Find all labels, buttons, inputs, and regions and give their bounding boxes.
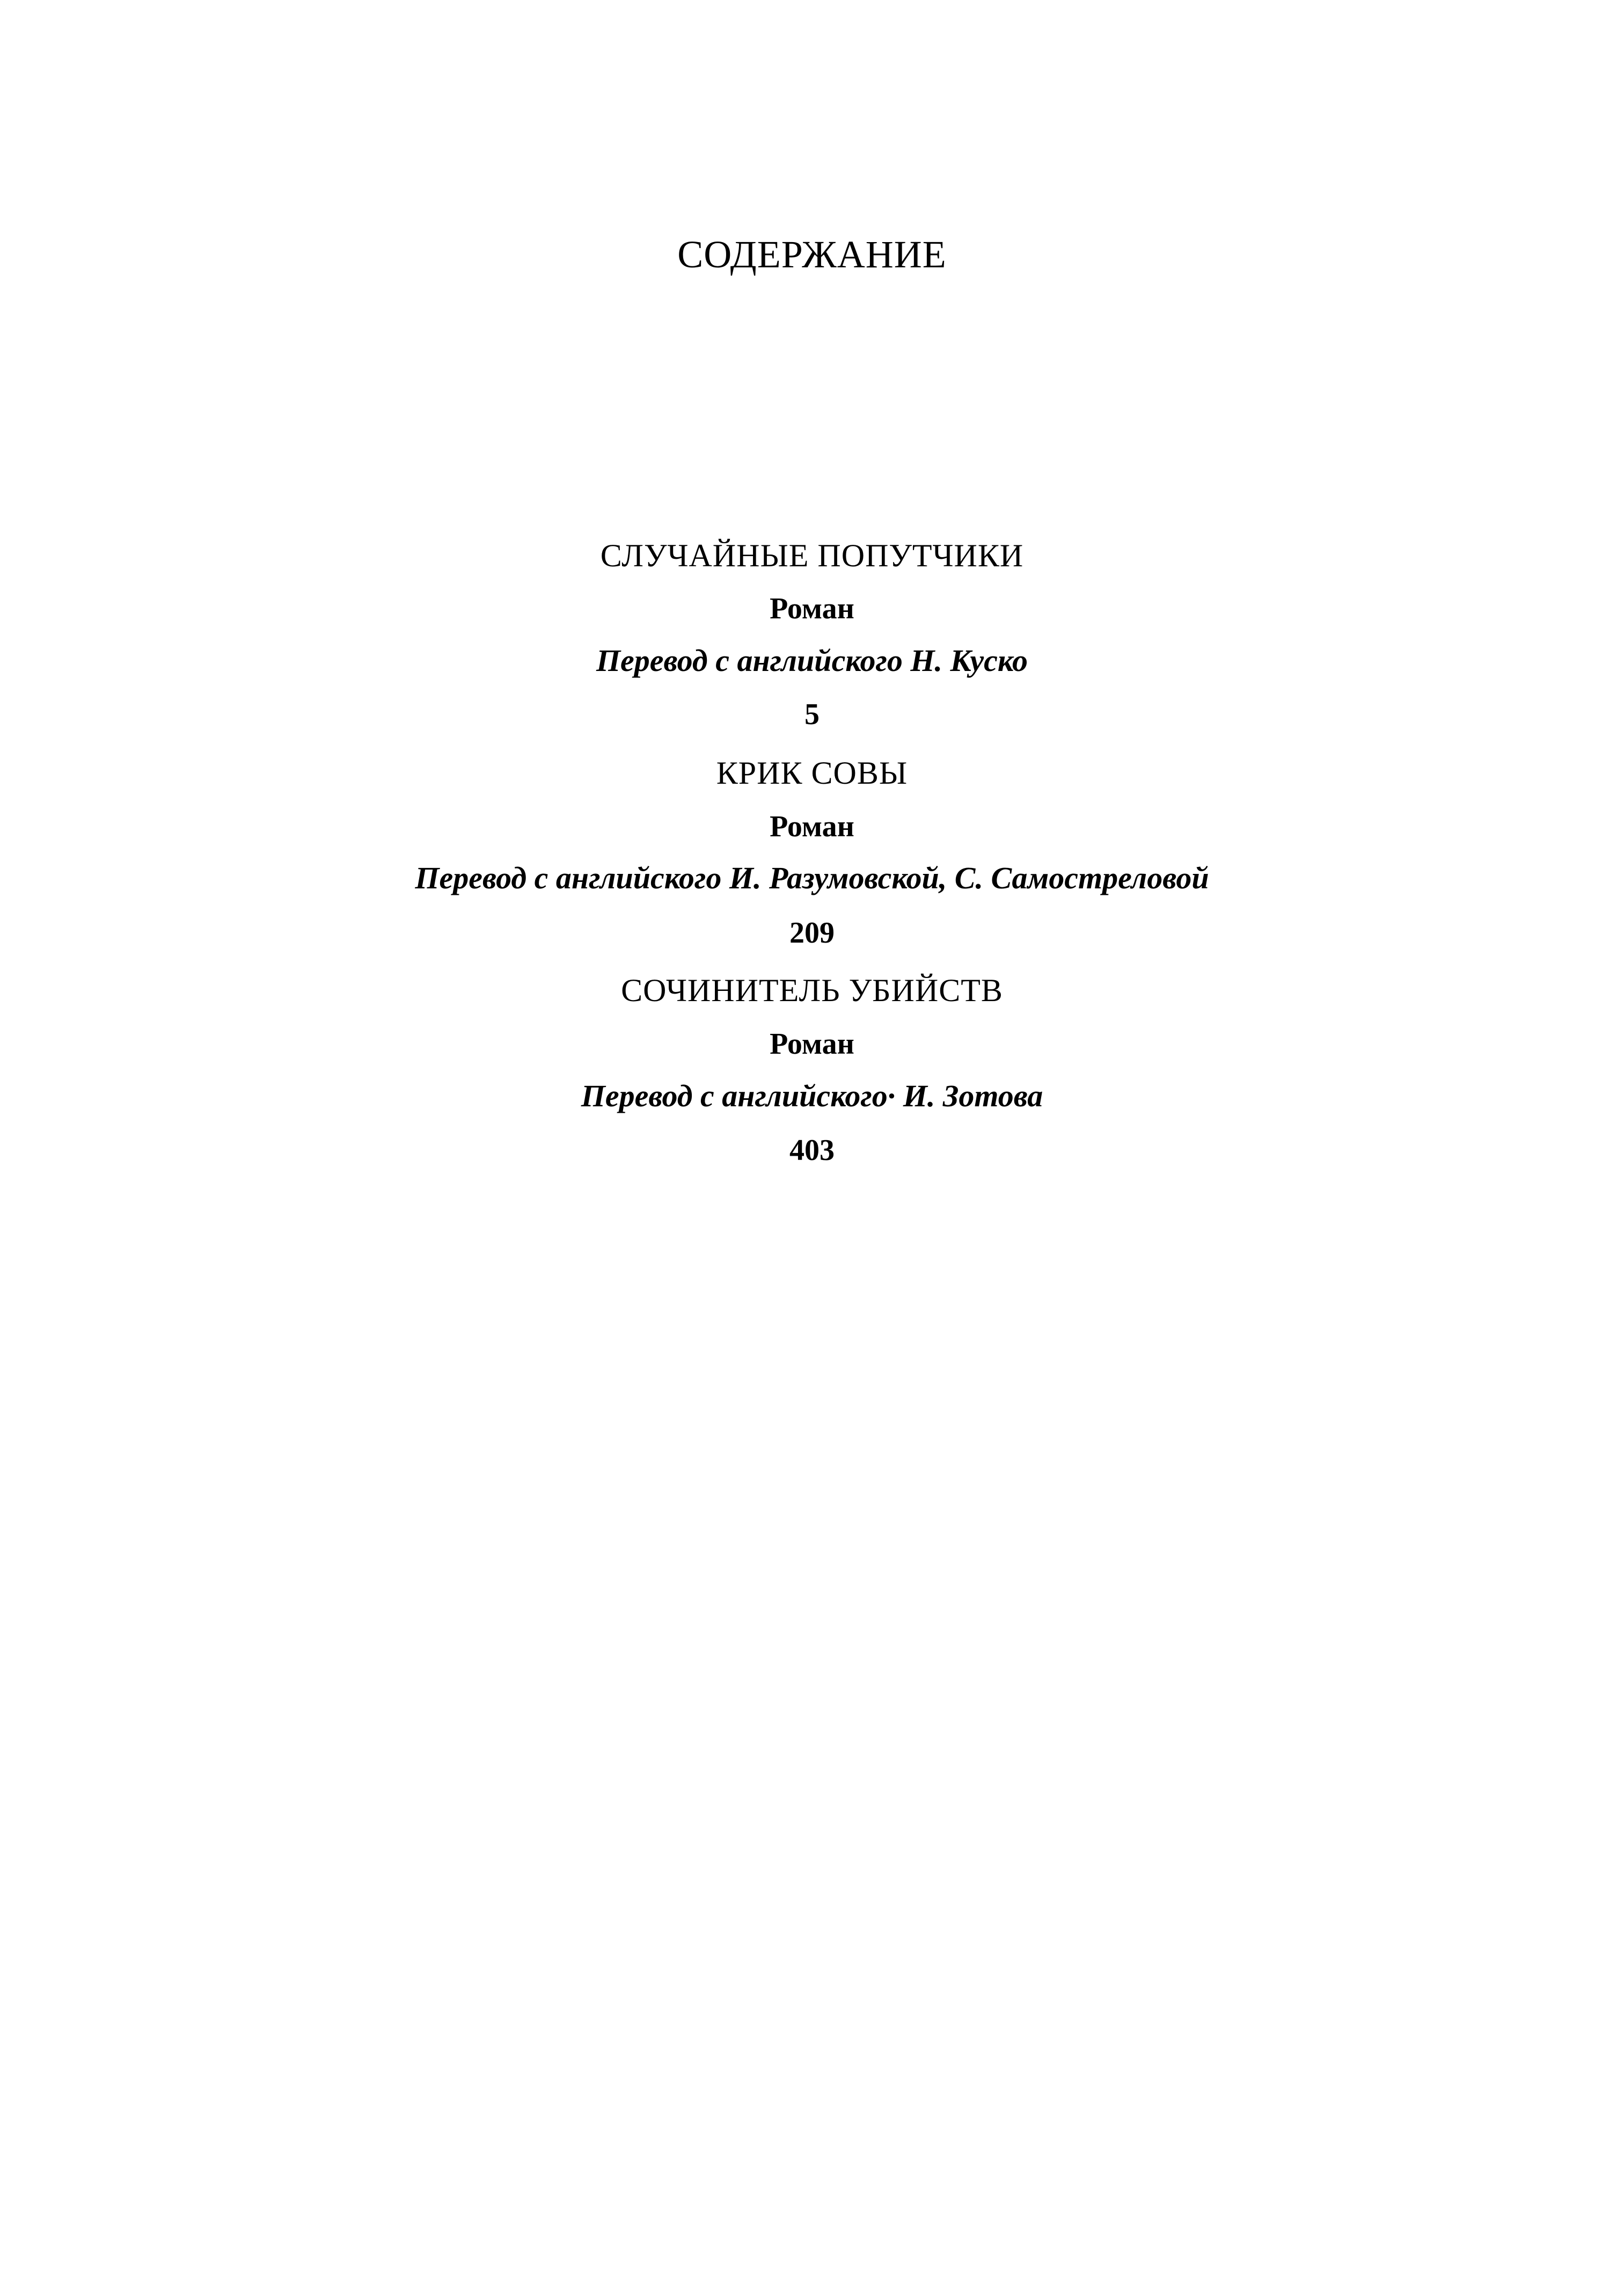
entry-title: СЛУЧАЙНЫЕ ПОПУТЧИКИ [600,538,1024,573]
entry-title: КРИК СОВЫ [716,755,908,791]
entry-translation: Перевод с английского Н. Куско [596,643,1028,678]
entry-page-number: 403 [789,1134,835,1167]
entry-title: СОЧИНИТЕЛЬ УБИЙСТВ [621,973,1003,1008]
entry-genre: Роман [770,810,854,843]
entry-translation: Перевод с английского И. Разумовской, С. Самострелoвой [415,860,1209,895]
entry-genre: Роман [770,1027,854,1061]
entry-translation: Перевод с английского· И. Зотова [581,1078,1043,1113]
entry-page-number: 5 [804,698,820,731]
entry-genre: Роман [770,592,854,625]
entry-page-number: 209 [789,916,835,950]
page-title: СОДЕРЖАНИЕ [677,233,947,276]
